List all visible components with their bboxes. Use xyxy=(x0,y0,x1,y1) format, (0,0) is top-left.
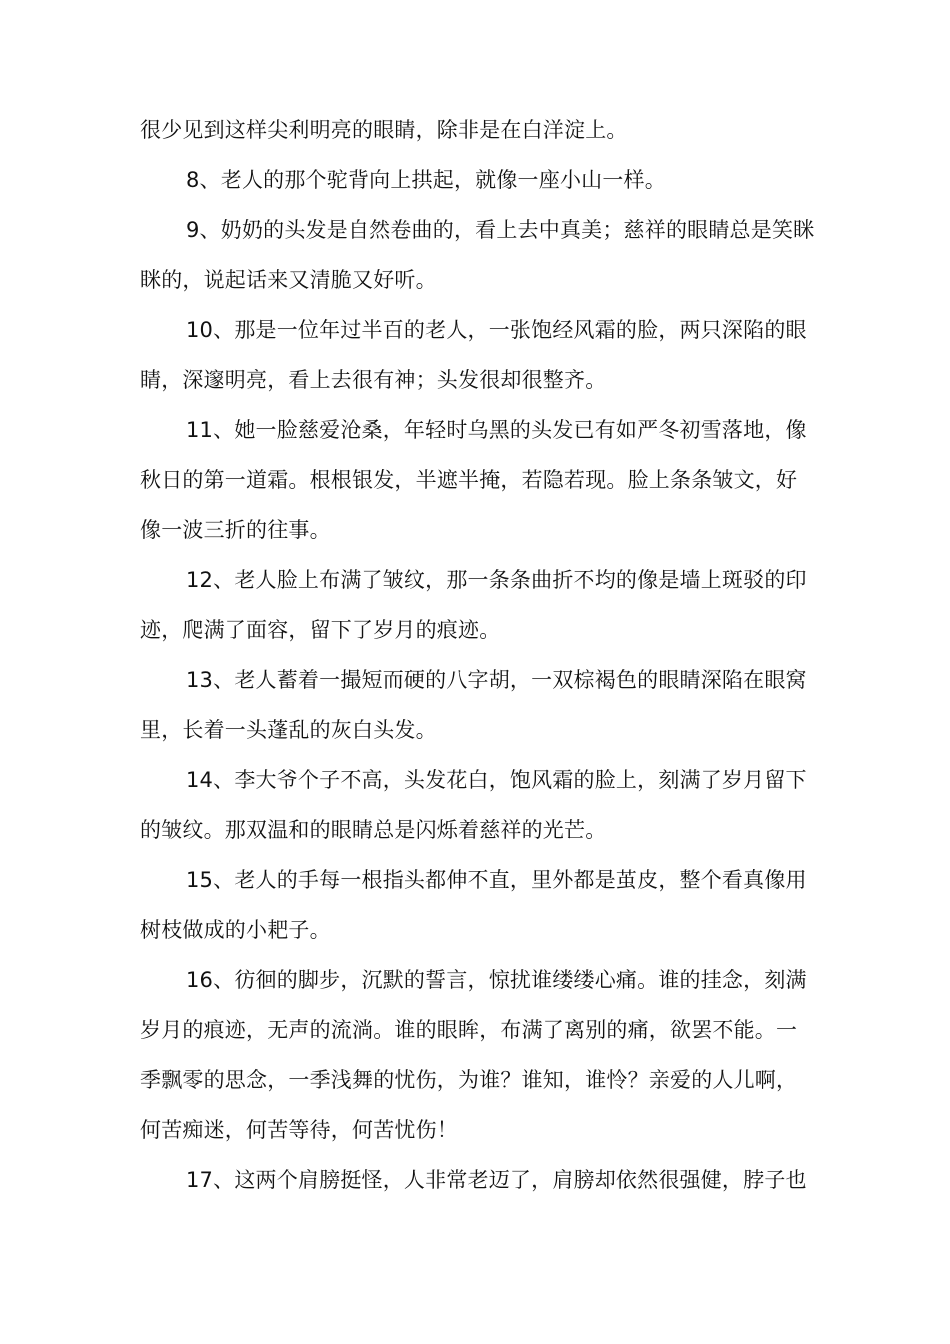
text-line: 像一波三折的往事。 xyxy=(140,518,331,542)
text-line: 秋日的第一道霜。根根银发，半遮半掩，若隐若现。脸上条条皱文，好 xyxy=(140,468,798,492)
text-line: 12、老人脸上布满了皱纹，那一条条曲折不均的像是墙上斑驳的印 xyxy=(186,568,807,592)
text-line: 8、老人的那个驼背向上拱起，就像一座小山一样。 xyxy=(186,168,666,192)
text-line: 岁月的痕迹，无声的流淌。谁的眼眸，布满了离别的痛，欲罢不能。一 xyxy=(140,1018,798,1042)
text-line: 何苦痴迷，何苦等待，何苦忧伤！ xyxy=(140,1118,458,1142)
text-line: 季飘零的思念，一季浅舞的忧伤，为谁？谁知，谁怜？亲爱的人儿啊， xyxy=(140,1068,798,1092)
text-line: 的皱纹。那双温和的眼睛总是闪烁着慈祥的光芒。 xyxy=(140,818,607,842)
text-line: 10、那是一位年过半百的老人，一张饱经风霜的脸，两只深陷的眼 xyxy=(186,318,807,342)
text-line: 14、李大爷个子不高，头发花白，饱风霜的脸上，刻满了岁月留下 xyxy=(186,768,807,792)
text-line: 15、老人的手每一根指头都伸不直，里外都是茧皮，整个看真像用 xyxy=(186,868,807,892)
text-line: 9、奶奶的头发是自然卷曲的，看上去中真美；慈祥的眼睛总是笑眯 xyxy=(186,218,815,242)
text-line: 睛，深邃明亮，看上去很有神；头发很却很整齐。 xyxy=(140,368,607,392)
text-line: 树枝做成的小耙子。 xyxy=(140,918,331,942)
text-line: 16、彷徊的脚步，沉默的誓言，惊扰谁缕缕心痛。谁的挂念，刻满 xyxy=(186,968,807,992)
text-line: 13、老人蓄着一撮短而硬的八字胡，一双棕褐色的眼睛深陷在眼窝 xyxy=(186,668,807,692)
text-line: 17、这两个肩膀挺怪，人非常老迈了，肩膀却依然很强健，脖子也 xyxy=(186,1168,807,1192)
text-line: 迹，爬满了面容，留下了岁月的痕迹。 xyxy=(140,618,501,642)
text-line: 里，长着一头蓬乱的灰白头发。 xyxy=(140,718,437,742)
text-line: 很少见到这样尖利明亮的眼睛，除非是在白洋淀上。 xyxy=(140,118,628,142)
text-line: 眯的，说起话来又清脆又好听。 xyxy=(140,268,437,292)
text-line: 11、她一脸慈爱沧桑，年轻时乌黑的头发已有如严冬初雪落地，像 xyxy=(186,418,807,442)
